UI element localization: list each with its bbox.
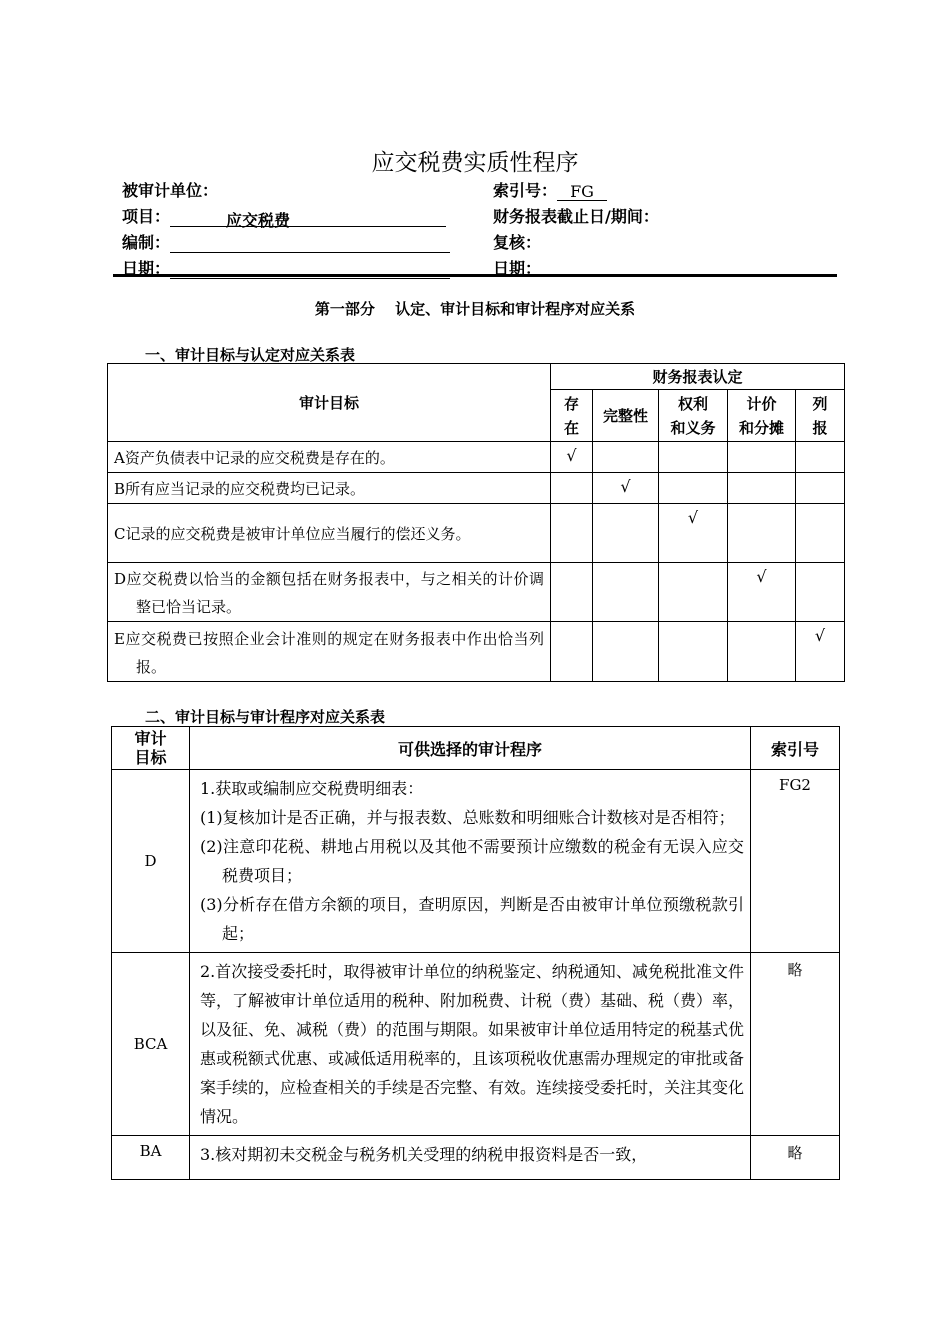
procedure-sub: (3)分析存在借方余额的项目，查明原因，判断是否由被审计单位预缴税款引起； [200, 895, 744, 943]
index-field [493, 178, 607, 201]
check-cell [659, 622, 728, 682]
col-assertion-group: 财务报表认定 [551, 364, 845, 390]
objective-c: C记录的应交税费是被审计单位应当履行的偿还义务。 [114, 525, 471, 543]
check-cell [593, 504, 659, 563]
procedure-lead: 2.首次接受委托时，取得被审计单位的纳税鉴定、纳税通知、减免税批准文件等，了解被审计单位适用的税种、附加税费、计税（费）基础、税（费）率，以及征、免、减税（费）的范围与期限。如果被审计单位适用特定的税基式优惠或税额式优惠、或减低适用税率的，且该项税收优惠需办理规定的审批或备案手续的，应检查相关的手续是否完整、有效。连续接受委托时，关注其变化情况。 [200, 962, 745, 1126]
index-label: 索引号： [493, 181, 558, 200]
prepared-field [122, 230, 450, 253]
table-row [112, 770, 840, 953]
index-cell: FG2 [751, 770, 840, 953]
check-cell [796, 504, 845, 563]
header-divider [113, 274, 837, 277]
objective-a: A资产负债表中记录的应交税费是存在的。 [108, 442, 551, 473]
index-cell: 略 [751, 953, 840, 1136]
col-index: 索引号 [751, 727, 840, 770]
table-row [108, 563, 845, 622]
procedure-header-row [112, 727, 840, 770]
check-cell: √ [593, 473, 659, 504]
check-cell: √ [659, 504, 728, 563]
objective-procedure-table [111, 726, 840, 1180]
objective-code: BA [112, 1136, 190, 1180]
check-cell [796, 563, 845, 622]
report-date-label: 财务报表截止日/期间： [493, 207, 659, 226]
procedure-sub: (2)注意印花税、耕地占用税以及其他不需要预计应缴数的税金有无误入应交税费项目； [200, 837, 744, 885]
date2-label: 日期： [493, 259, 542, 278]
check-cell [728, 473, 796, 504]
check-cell [659, 473, 728, 504]
check-cell [593, 442, 659, 473]
check-cell [593, 563, 659, 622]
objective-e: E应交税费已按照企业会计准则的规定在财务报表中作出恰当列报。 [114, 629, 544, 676]
page-title: 应交税费实质性程序 [371, 150, 579, 176]
procedure-sub: (1)复核加计是否正确，并与报表数、总账数和明细账合计数核对是否相符； [200, 808, 735, 827]
check-cell [728, 504, 796, 563]
project-value: 应交税费 [226, 211, 291, 230]
section1-title: 一、审计目标与认定对应关系表 [145, 346, 356, 364]
col-objective-short: 审计 目标 [112, 727, 190, 770]
assertion-valuation: 计价 和分摊 [728, 390, 796, 442]
objective-code: BCA [112, 953, 190, 1136]
index-value: FG [557, 182, 607, 201]
assertion-presentation: 列 报 [796, 390, 845, 442]
check-cell [728, 622, 796, 682]
assertion-rights: 权利 和义务 [659, 390, 728, 442]
prepared-label: 编制： [122, 233, 171, 252]
project-label: 项目： [122, 207, 171, 226]
table-row [108, 504, 845, 563]
part-title: 第一部分 认定、审计目标和审计程序对应关系 [314, 300, 636, 318]
objective-assertion-table [107, 363, 845, 682]
check-cell [551, 563, 593, 622]
check-cell [796, 442, 845, 473]
procedure-cell [190, 770, 751, 953]
check-cell [551, 473, 593, 504]
date-label: 日期： [122, 259, 171, 278]
project-field [122, 204, 446, 230]
procedure-cell [190, 1136, 751, 1180]
index-cell: 略 [751, 1136, 840, 1180]
check-cell [796, 473, 845, 504]
objective-code: D [112, 770, 190, 953]
audited-unit-label: 被审计单位： [122, 181, 219, 200]
review-label: 复核： [493, 233, 542, 252]
table-row [108, 442, 845, 473]
check-cell: √ [551, 442, 593, 473]
check-cell [659, 442, 728, 473]
check-cell [551, 504, 593, 563]
check-cell [593, 622, 659, 682]
project-value-line [170, 208, 446, 230]
check-cell [659, 563, 728, 622]
check-cell: √ [796, 622, 845, 682]
table-row [108, 622, 845, 682]
table-row [112, 953, 840, 1136]
procedure-lead: 1.获取或编制应交税费明细表： [200, 779, 424, 798]
objective-d: D应交税费以恰当的金额包括在财务报表中，与之相关的计价调整已恰当记录。 [114, 570, 544, 616]
assertion-existence: 存 在 [551, 390, 593, 442]
procedure-lead: 3.核对期初未交税金与税务机关受理的纳税申报资料是否一致， [200, 1145, 648, 1164]
col-objective: 审计目标 [108, 364, 551, 442]
section2-title: 二、审计目标与审计程序对应关系表 [145, 708, 386, 726]
prepared-line [170, 234, 450, 253]
objective-b: B所有应当记录的应交税费均已记录。 [108, 473, 551, 504]
check-cell: √ [728, 563, 796, 622]
col-procedure: 可供选择的审计程序 [190, 727, 751, 770]
procedure-cell [190, 953, 751, 1136]
assertion-completeness: 完整性 [593, 390, 659, 442]
check-cell [728, 442, 796, 473]
table-row [108, 473, 845, 504]
check-cell [551, 622, 593, 682]
table-row [112, 1136, 840, 1180]
